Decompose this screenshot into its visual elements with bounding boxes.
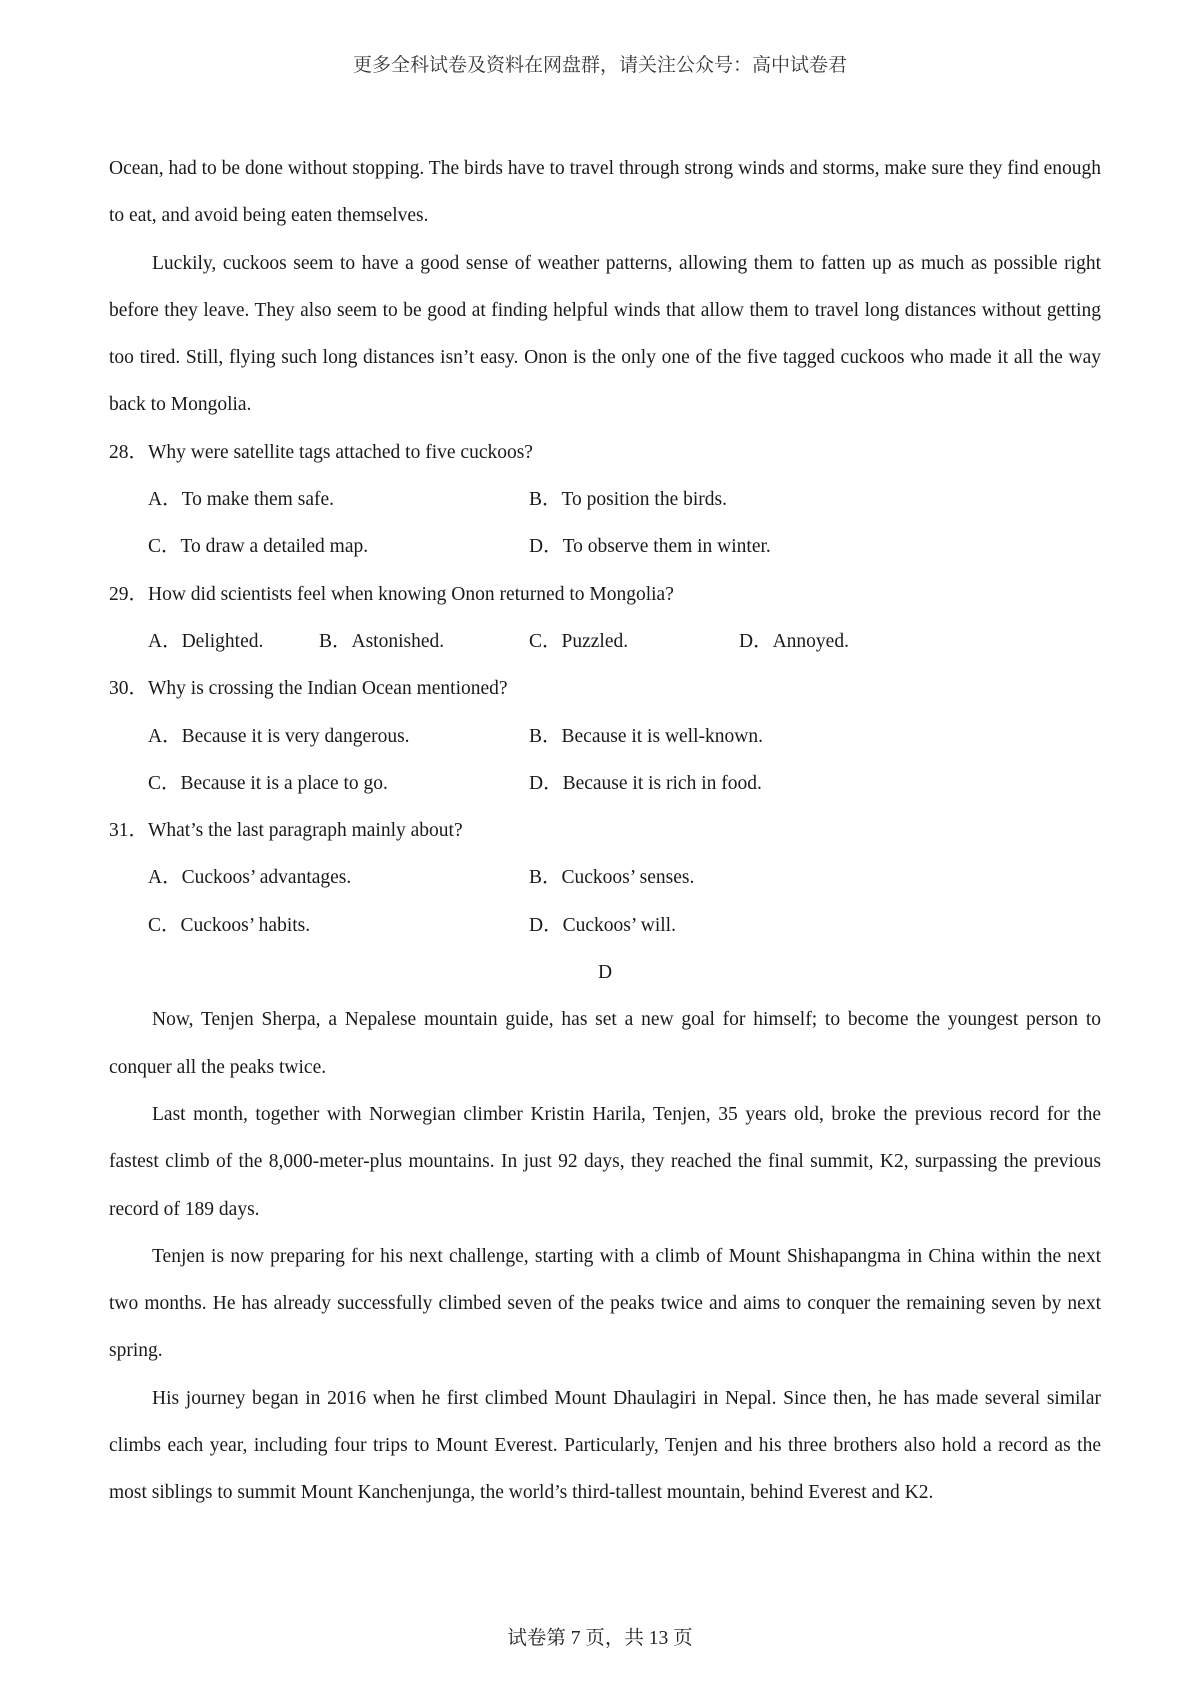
section-d-heading: D	[597, 962, 613, 984]
question-29-option-c: C．Puzzled.	[529, 630, 629, 652]
question-29-stem: 29．How did scientists feel when knowing Onon returned to Mongolia?	[109, 583, 674, 605]
question-30-option-a: A．Because it is very dangerous.	[148, 725, 410, 747]
section-d-paragraph-2: Last month, together with Norwegian climber Kristin Harila, Tenjen, 35 years old, broke the previous record for the fastest climb of the 8,000-meter-plus mountains. In just 92 days, they reached the final summit, K2, surpassing the previous record of 189 days.	[109, 1103, 1101, 1220]
question-28-option-c: C．To draw a detailed map.	[148, 536, 369, 558]
question-28-option-a: A．To make them safe.	[148, 489, 334, 511]
question-30-options-row2	[109, 760, 1101, 807]
question-29-option-a: A．Delighted.	[148, 630, 264, 652]
question-30-option-d: D．Because it is rich in food.	[529, 772, 762, 794]
question-28-options-row2	[109, 523, 1101, 570]
question-30-option-b: B．Because it is well-known.	[529, 725, 763, 747]
paragraph-continuation: Ocean, had to be done without stopping. The birds have to travel through strong winds and storms, make sure they find enough to eat, and avoid being eaten themselves.	[109, 158, 1101, 227]
question-29-option-b: B．Astonished.	[319, 630, 445, 652]
page-header: 更多全科试卷及资料在网盘群，请关注公众号：高中试卷君	[352, 55, 847, 76]
paragraph-cuckoo-luck: Luckily, cuckoos seem to have a good sense of weather patterns, allowing them to fatten up as much as possible right before they leave. They also seem to be good at finding helpful winds that allow them to travel long distances without getting too tired. Still, flying such long distances isn’t easy. Onon is the only one of the five tagged cuckoos who made it all the way back to Mongolia.	[109, 252, 1101, 416]
document-body	[109, 145, 1101, 1517]
question-28-options-row1	[109, 476, 1101, 523]
question-28-option-b: B．To position the birds.	[529, 489, 727, 511]
section-d-paragraph-4: His journey began in 2016 when he first climbed Mount Dhaulagiri in Nepal. Since then, he has made several similar climbs each year, including four trips to Mount Everest. Particularly, Tenjen and his three brothers also hold a record as the most siblings to summit Mount Kanchenjunga, the world’s third-tallest mountain, behind Everest and K2.	[109, 1387, 1101, 1504]
section-d-paragraph-3: Tenjen is now preparing for his next challenge, starting with a climb of Mount Shishapangma in China within the next two months. He has already successfully climbed seven of the peaks twice and aims to conquer the remaining seven by next spring.	[109, 1245, 1101, 1362]
question-29-option-d: D．Annoyed.	[739, 630, 849, 652]
question-30-options-row1	[109, 713, 1101, 760]
question-31-option-a: A．Cuckoos’ advantages.	[148, 867, 352, 889]
question-31-options-row2	[109, 902, 1101, 949]
question-28-option-d: D．To observe them in winter.	[529, 536, 771, 558]
question-31-option-c: C．Cuckoos’ habits.	[148, 914, 311, 936]
question-30-option-c: C．Because it is a place to go.	[148, 772, 388, 794]
question-30-stem: 30．Why is crossing the Indian Ocean mentioned?	[109, 678, 508, 700]
page-footer: 试卷第 7 页，共 13 页	[507, 1628, 693, 1649]
question-29-options	[109, 618, 1101, 665]
question-31-options-row1	[109, 854, 1101, 901]
question-31-option-b: B．Cuckoos’ senses.	[529, 867, 695, 889]
section-d-paragraph-1: Now, Tenjen Sherpa, a Nepalese mountain guide, has set a new goal for himself; to become the youngest person to conquer all the peaks twice.	[109, 1009, 1101, 1078]
question-31-stem: 31．What’s the last paragraph mainly about?	[109, 820, 463, 842]
question-31-option-d: D．Cuckoos’ will.	[529, 914, 676, 936]
question-28-stem: 28．Why were satellite tags attached to five cuckoos?	[109, 441, 533, 463]
